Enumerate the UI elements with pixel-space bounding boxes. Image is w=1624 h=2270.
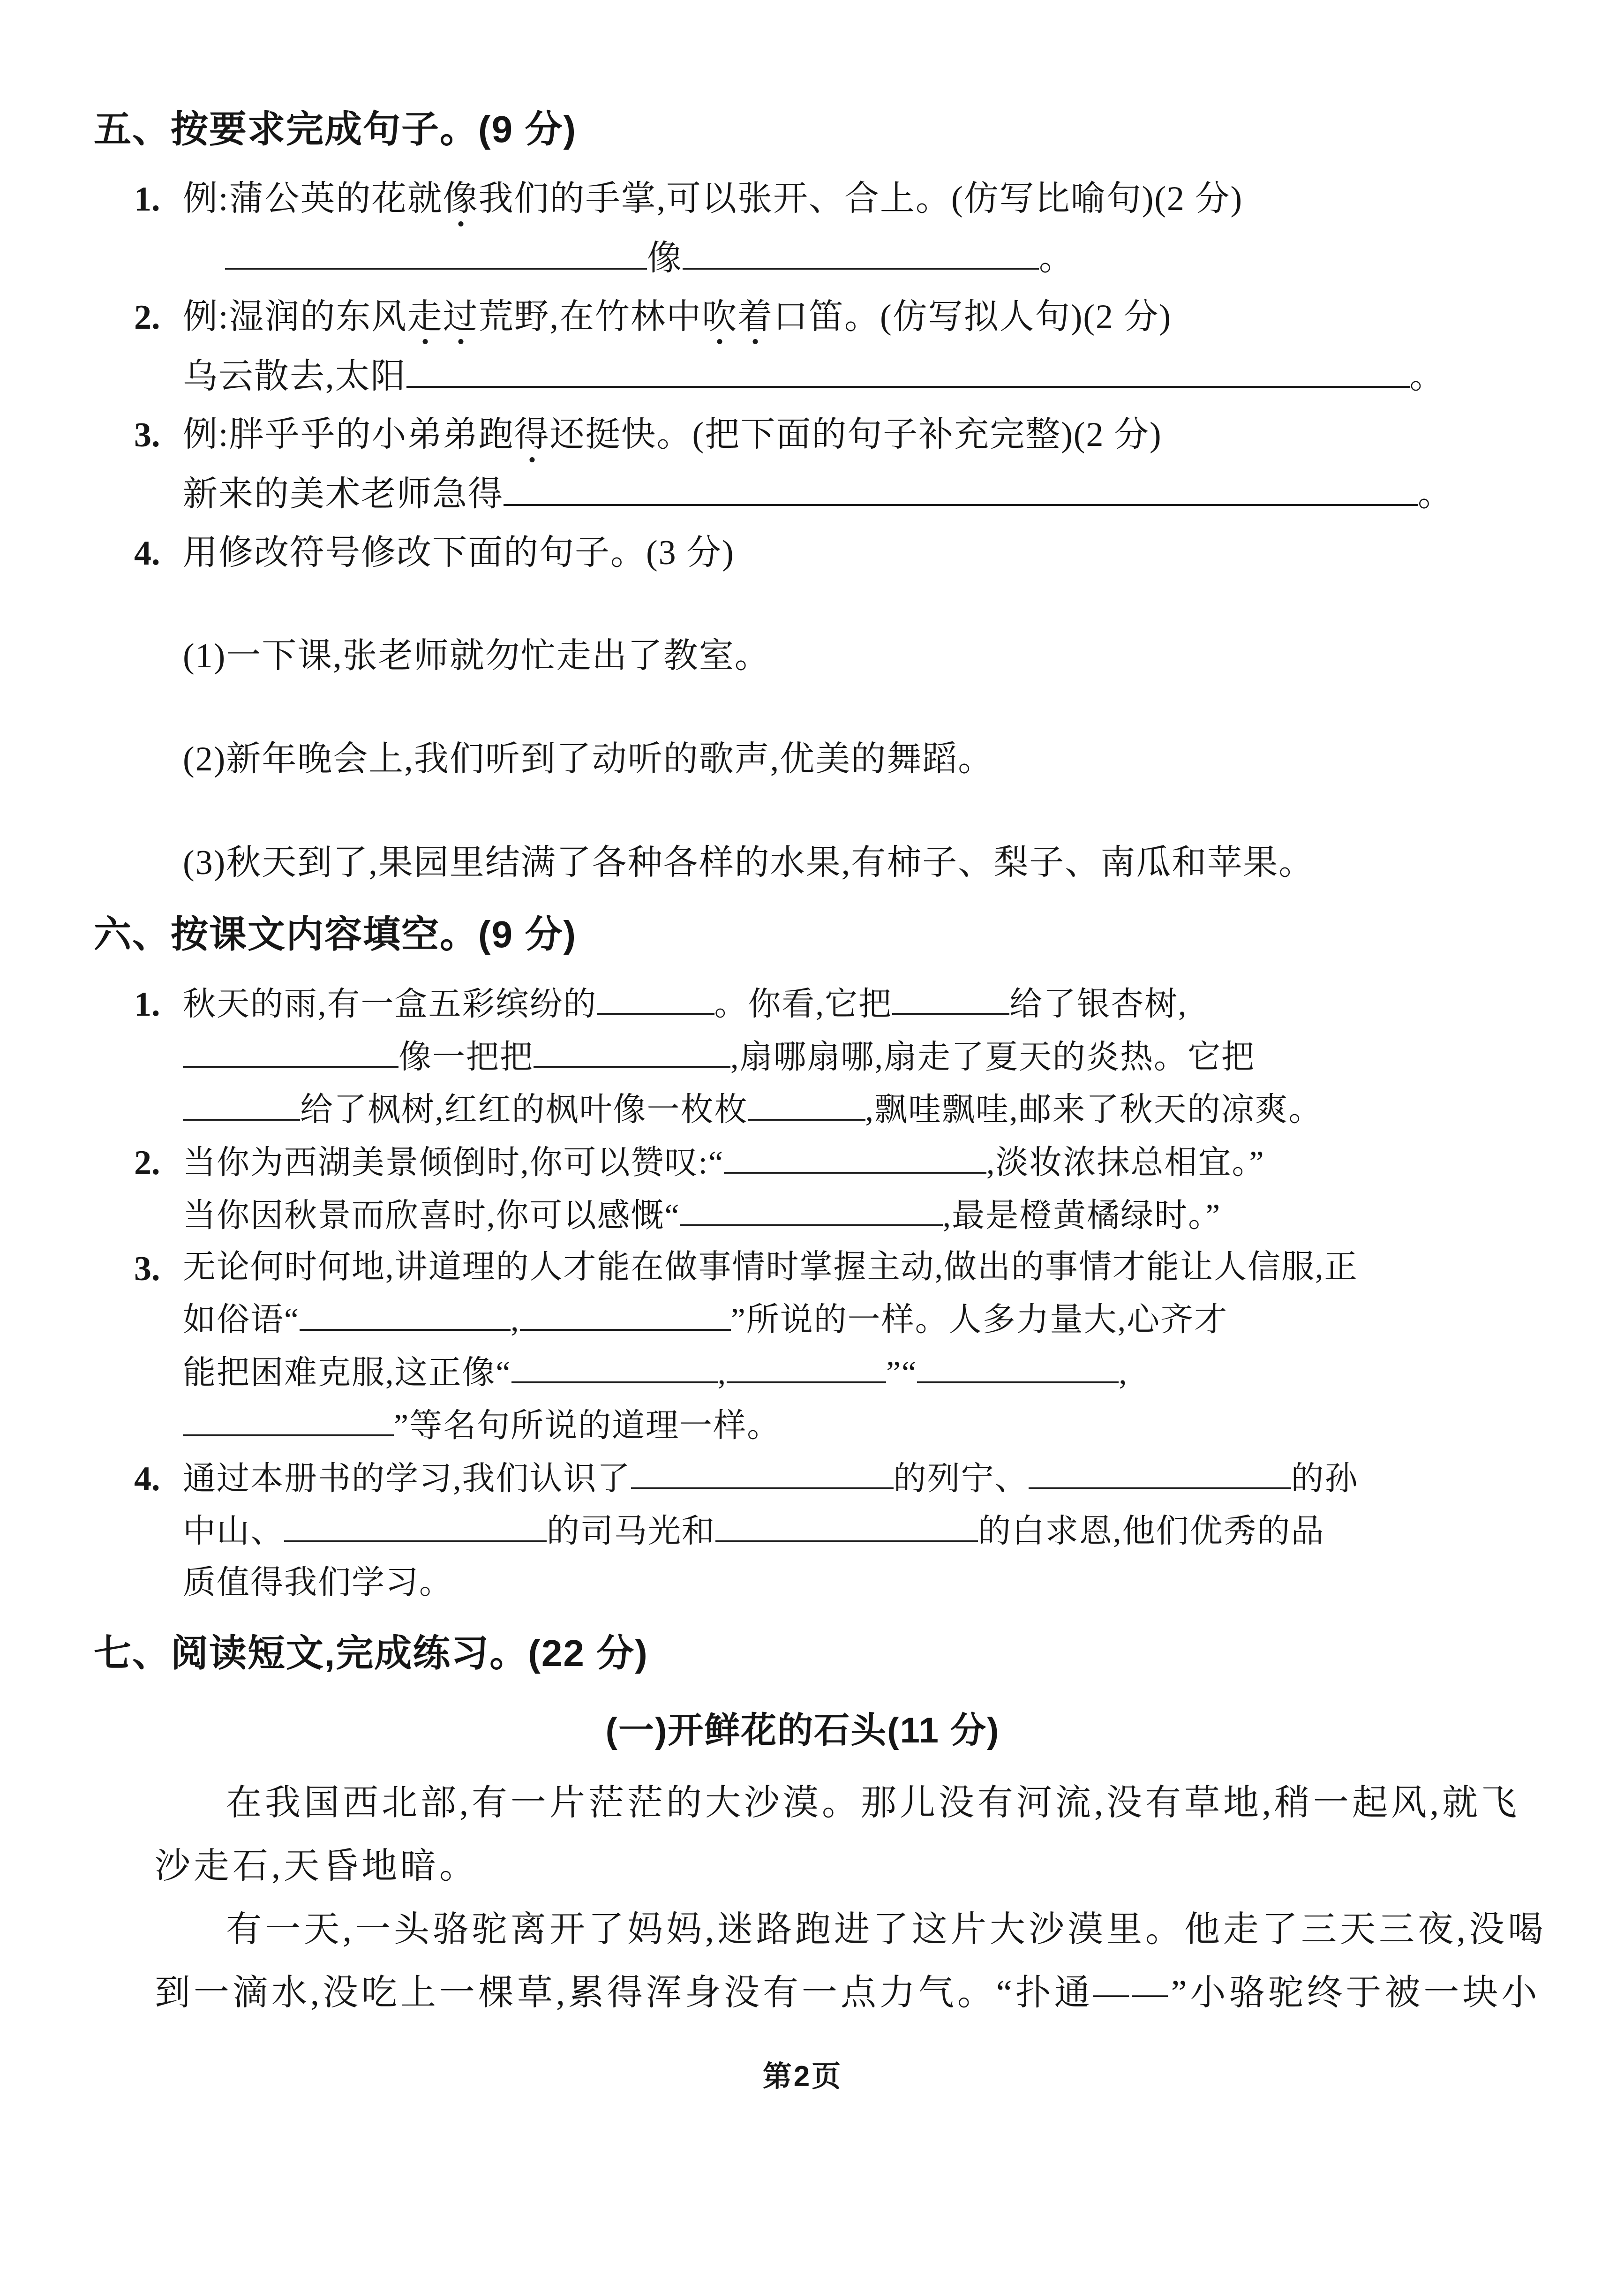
fill-line bbox=[183, 1510, 1511, 1552]
question-5-3 bbox=[94, 414, 1511, 516]
page-number: 第2页 bbox=[762, 2060, 843, 2093]
reading-passage bbox=[155, 1781, 1547, 2015]
answer-blank bbox=[183, 1404, 394, 1436]
fill-line bbox=[183, 1457, 1511, 1499]
text-segment: 乌云散去,太阳 bbox=[183, 357, 406, 396]
question-5-2-example bbox=[183, 296, 1511, 338]
question-6-3-number: 3. bbox=[134, 1249, 160, 1288]
fill-line bbox=[183, 1247, 1511, 1287]
emphasized-char: 得 bbox=[514, 414, 550, 456]
answer-blank bbox=[680, 1194, 943, 1226]
text-segment: , bbox=[511, 1302, 520, 1338]
question-5-2-answer-line bbox=[183, 354, 1511, 398]
answer-blank bbox=[917, 1351, 1119, 1383]
sentence-to-correct: (3)秋天到了,果园里结满了各种各样的水果,有柿子、梨子、南瓜和苹果。 bbox=[183, 843, 1315, 882]
emphasized-char: 像 bbox=[443, 178, 479, 220]
question-5-1-answer-line bbox=[225, 236, 1511, 279]
question-6-1-number: 1. bbox=[134, 985, 160, 1024]
text-segment: 新来的美术老师急得 bbox=[183, 475, 504, 514]
section-5-title: 五、按要求完成句子。(9 分) bbox=[94, 108, 577, 150]
text-segment: ”等名句所说的道理一样。 bbox=[394, 1408, 781, 1444]
reading-passage-title: (一)开鲜花的石头(11 分) bbox=[605, 1711, 1000, 1751]
question-6-4-body bbox=[183, 1457, 1511, 1603]
text-segment: 例:蒲公英的花就 bbox=[183, 180, 443, 218]
text-segment: 例:胖乎乎的小弟弟跑 bbox=[183, 415, 514, 454]
fill-line bbox=[183, 1563, 1511, 1603]
answer-blank bbox=[183, 1088, 300, 1120]
text-segment: 当你因秋景而欣喜时,你可以感慨“ bbox=[183, 1198, 680, 1234]
question-5-3-answer-line bbox=[183, 472, 1511, 515]
text-segment: 口笛。(仿写拟人句)(2 分) bbox=[773, 297, 1172, 336]
question-6-2 bbox=[94, 1141, 1511, 1236]
answer-blank bbox=[534, 1036, 730, 1068]
answer-blank bbox=[597, 983, 714, 1015]
text-segment: ”所说的一样。人多力量大,心齐才 bbox=[730, 1302, 1228, 1338]
text-segment: 。 bbox=[1409, 357, 1445, 396]
text-segment: 如俗语“ bbox=[183, 1302, 300, 1338]
answer-blank bbox=[1029, 1457, 1291, 1489]
answer-blank bbox=[520, 1298, 731, 1330]
answer-blank bbox=[511, 1351, 718, 1383]
text-segment: ,飘哇飘哇,邮来了秋天的凉爽。 bbox=[865, 1092, 1323, 1128]
text-segment: 当你为西湖美景倾倒时,你可以赞叹:“ bbox=[183, 1145, 724, 1181]
question-5-4 bbox=[94, 532, 1511, 884]
emphasized-char: 过 bbox=[443, 296, 479, 338]
question-6-1-body bbox=[183, 983, 1511, 1130]
text-segment: ,扇哪扇哪,扇走了夏天的炎热。它把 bbox=[730, 1039, 1255, 1076]
fill-line bbox=[183, 1036, 1511, 1078]
fill-line bbox=[183, 1351, 1511, 1393]
answer-blank bbox=[504, 472, 1418, 505]
text-segment: ”“ bbox=[886, 1355, 917, 1391]
passage-line: 在我国西北部,有一片茫茫的大沙漠。那儿没有河流,没有草地,稍一起风,就飞 bbox=[226, 1783, 1520, 1823]
question-5-3-number: 3. bbox=[134, 416, 160, 455]
text-segment: 。你看,它把 bbox=[714, 986, 892, 1023]
answer-blank bbox=[892, 983, 1009, 1015]
text-segment: 的孙 bbox=[1291, 1460, 1359, 1497]
answer-blank bbox=[406, 354, 1410, 388]
section-7 bbox=[94, 1631, 1547, 2015]
section-6-title: 六、按课文内容填空。(9 分) bbox=[94, 913, 577, 955]
sentences-to-correct bbox=[183, 635, 1511, 884]
question-5-1 bbox=[94, 178, 1511, 280]
question-5-2-number: 2. bbox=[134, 298, 160, 337]
answer-blank bbox=[683, 236, 1039, 270]
question-5-4-number: 4. bbox=[134, 534, 160, 573]
text-segment: , bbox=[1119, 1355, 1128, 1391]
text-segment: 我们的手掌,可以张开、合上。(仿写比喻句)(2 分) bbox=[478, 180, 1243, 218]
text-segment: , bbox=[717, 1355, 727, 1391]
fill-line bbox=[183, 1404, 1511, 1446]
text-segment: 像一把把 bbox=[398, 1039, 534, 1076]
fill-line bbox=[183, 1298, 1511, 1340]
question-5-1-number: 1. bbox=[134, 180, 160, 219]
fill-line bbox=[183, 1194, 1511, 1236]
answer-blank bbox=[183, 1036, 398, 1068]
section-7-title: 七、阅读短文,完成练习。(22 分) bbox=[94, 1632, 648, 1674]
text-segment: 例:湿润的东风 bbox=[183, 297, 407, 336]
answer-blank bbox=[724, 1141, 986, 1173]
answer-blank bbox=[748, 1088, 865, 1120]
text-segment: 通过本册书的学习,我们认识了 bbox=[183, 1460, 631, 1497]
text-segment: 像 bbox=[647, 239, 683, 278]
text-segment: 还挺快。(把下面的句子补充完整)(2 分) bbox=[549, 415, 1162, 454]
question-5-4-label: 用修改符号修改下面的句子。(3 分) bbox=[183, 533, 735, 572]
question-5-3-example bbox=[183, 414, 1511, 456]
sentence-to-correct: (1)一下课,张老师就勿忙走出了教室。 bbox=[183, 637, 770, 676]
fill-line bbox=[183, 1141, 1511, 1183]
answer-blank bbox=[631, 1457, 894, 1489]
text-segment: 能把困难克服,这正像“ bbox=[183, 1355, 511, 1391]
question-6-2-number: 2. bbox=[134, 1144, 160, 1183]
question-6-1 bbox=[94, 983, 1511, 1130]
passage-line: 有一天,一头骆驼离开了妈妈,迷路跑进了这片大沙漠里。他走了三天三夜,没喝 bbox=[226, 1910, 1547, 1950]
text-segment: 。 bbox=[1418, 475, 1453, 514]
text-segment: 的列宁、 bbox=[893, 1460, 1029, 1497]
text-segment: 给了枫树,红红的枫叶像一枚枚 bbox=[300, 1092, 748, 1128]
question-5-2 bbox=[94, 296, 1511, 398]
text-segment: 给了银杏树, bbox=[1009, 986, 1188, 1023]
question-6-4 bbox=[94, 1457, 1511, 1603]
question-6-3 bbox=[94, 1247, 1511, 1446]
text-segment: 。 bbox=[1039, 239, 1075, 278]
text-segment: 秋天的雨,有一盒五彩缤纷的 bbox=[183, 986, 597, 1023]
fill-line bbox=[183, 983, 1511, 1025]
fill-line bbox=[183, 1088, 1511, 1130]
emphasized-char: 着 bbox=[737, 296, 773, 338]
emphasized-char: 吹 bbox=[702, 296, 737, 338]
emphasized-char: 走 bbox=[407, 296, 443, 338]
text-segment: 荒野,在竹林中 bbox=[478, 297, 702, 336]
question-5-1-example bbox=[183, 178, 1511, 220]
text-segment: 中山、 bbox=[183, 1513, 284, 1550]
text-segment: 质值得我们学习。 bbox=[183, 1565, 453, 1601]
question-6-3-body bbox=[183, 1247, 1511, 1446]
question-6-2-body bbox=[183, 1141, 1511, 1236]
passage-line: 沙走石,天昏地暗。 bbox=[155, 1847, 478, 1886]
passage-line: 到一滴水,没吃上一棵草,累得浑身没有一点力气。“扑通——”小骆驼终于被一块小 bbox=[155, 1973, 1541, 2013]
section-6 bbox=[94, 912, 1511, 1603]
question-6-4-number: 4. bbox=[134, 1459, 160, 1498]
answer-blank bbox=[284, 1510, 547, 1542]
answer-blank bbox=[715, 1510, 978, 1542]
text-segment: 的白求恩,他们优秀的品 bbox=[978, 1513, 1325, 1550]
answer-blank bbox=[225, 236, 647, 270]
answer-blank bbox=[727, 1351, 886, 1383]
answer-blank bbox=[300, 1298, 511, 1330]
text-segment: 的司马光和 bbox=[547, 1513, 715, 1550]
section-5 bbox=[94, 107, 1511, 884]
text-segment: ,淡妆浓抹总相宜。” bbox=[986, 1145, 1265, 1181]
text-segment: ,最是橙黄橘绿时。” bbox=[942, 1198, 1221, 1234]
text-segment: 无论何时何地,讲道理的人才能在做事情时掌握主动,做出的事情才能让人信服,正 bbox=[183, 1249, 1358, 1285]
sentence-to-correct: (2)新年晚会上,我们听到了动听的歌声,优美的舞蹈。 bbox=[183, 740, 994, 779]
